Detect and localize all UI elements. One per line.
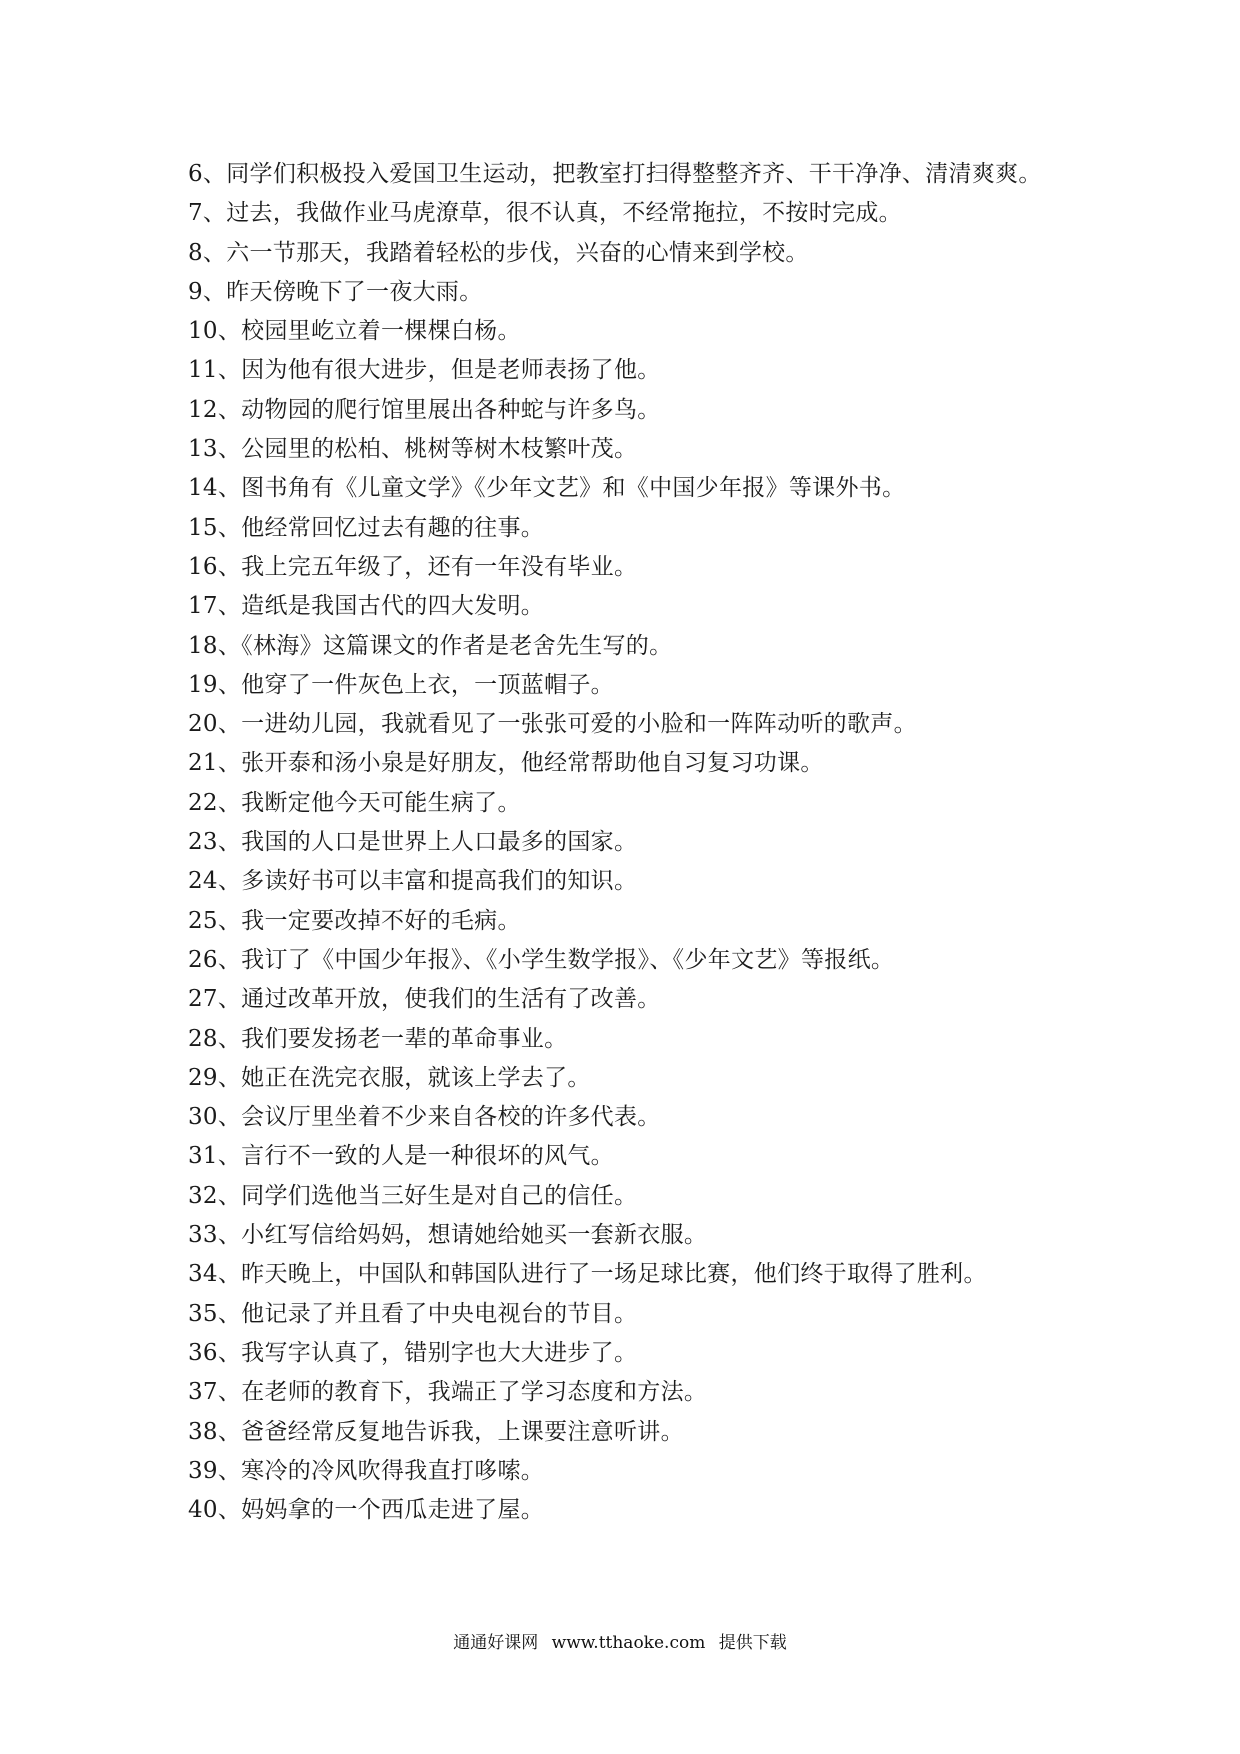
list-item: 15、他经常回忆过去有趣的往事。 <box>188 514 545 541</box>
list-item: 29、她正在洗完衣服，就该上学去了。 <box>188 1064 591 1091</box>
sentence-list <box>188 155 1068 1530</box>
list-item: 20、一进幼儿园，我就看见了一张张可爱的小脸和一阵阵动听的歌声。 <box>188 711 917 738</box>
list-item: 7、过去，我做作业马虎潦草，很不认真，不经常拖拉，不按时完成。 <box>188 200 902 227</box>
footer-site-name: 通通好课网 <box>453 1633 539 1653</box>
list-item: 37、在老师的教育下，我端正了学习态度和方法。 <box>188 1379 708 1406</box>
list-item: 36、我写字认真了，错别字也大大进步了。 <box>188 1339 638 1366</box>
list-item: 35、他记录了并且看了中央电视台的节目。 <box>188 1300 638 1327</box>
list-item: 40、妈妈拿的一个西瓜走进了屋。 <box>188 1497 545 1524</box>
list-item: 33、小红写信给妈妈，想请她给她买一套新衣服。 <box>188 1222 708 1249</box>
list-item: 24、多读好书可以丰富和提高我们的知识。 <box>188 868 638 895</box>
page-footer <box>0 1628 1240 1653</box>
list-item: 12、动物园的爬行馆里展出各种蛇与许多鸟。 <box>188 396 661 423</box>
list-item: 11、因为他有很大进步，但是老师表扬了他。 <box>188 357 661 384</box>
list-item: 13、公园里的松柏、桃树等树木枝繁叶茂。 <box>188 436 638 463</box>
list-item: 22、我断定他今天可能生病了。 <box>188 789 521 816</box>
list-item: 17、造纸是我国古代的四大发明。 <box>188 593 545 620</box>
list-item: 27、通过改革开放，使我们的生活有了改善。 <box>188 986 661 1013</box>
list-item: 25、我一定要改掉不好的毛病。 <box>188 907 521 934</box>
list-item: 19、他穿了一件灰色上衣，一顶蓝帽子。 <box>188 671 614 698</box>
list-item: 39、寒冷的冷风吹得我直打哆嗦。 <box>188 1457 545 1484</box>
list-item: 26、我订了《中国少年报》、《小学生数学报》、《少年文艺》等报纸。 <box>188 946 895 973</box>
list-item: 18、《林海》这篇课文的作者是老舍先生写的。 <box>188 632 673 659</box>
list-item: 23、我国的人口是世界上人口最多的国家。 <box>188 829 638 856</box>
list-item: 34、昨天晚上，中国队和韩国队进行了一场足球比赛，他们终于取得了胜利。 <box>188 1261 987 1288</box>
footer-url: www.tthaoke.com <box>551 1633 706 1653</box>
list-item: 30、会议厅里坐着不少来自各校的许多代表。 <box>188 1104 661 1131</box>
list-item: 28、我们要发扬老一辈的革命事业。 <box>188 1025 568 1052</box>
footer-suffix: 提供下载 <box>718 1633 787 1653</box>
list-item: 16、我上完五年级了，还有一年没有毕业。 <box>188 553 638 580</box>
list-item: 14、图书角有《儿童文学》《少年文艺》和《中国少年报》等课外书。 <box>188 475 906 502</box>
list-item: 31、言行不一致的人是一种很坏的风气。 <box>188 1143 614 1170</box>
list-item: 21、张开泰和汤小泉是好朋友，他经常帮助他自习复习功课。 <box>188 750 824 777</box>
list-item: 10、校园里屹立着一棵棵白杨。 <box>188 318 521 345</box>
list-item: 6、同学们积极投入爱国卫生运动，把教室打扫得整整齐齐、干干净净、清清爽爽。 <box>188 161 1042 187</box>
list-item: 8、六一节那天，我踏着轻松的步伐，兴奋的心情来到学校。 <box>188 239 809 266</box>
list-item: 38、爸爸经常反复地告诉我，上课要注意听讲。 <box>188 1418 684 1445</box>
list-item: 9、昨天傍晚下了一夜大雨。 <box>188 278 483 305</box>
list-item: 32、同学们选他当三好生是对自己的信任。 <box>188 1182 638 1209</box>
